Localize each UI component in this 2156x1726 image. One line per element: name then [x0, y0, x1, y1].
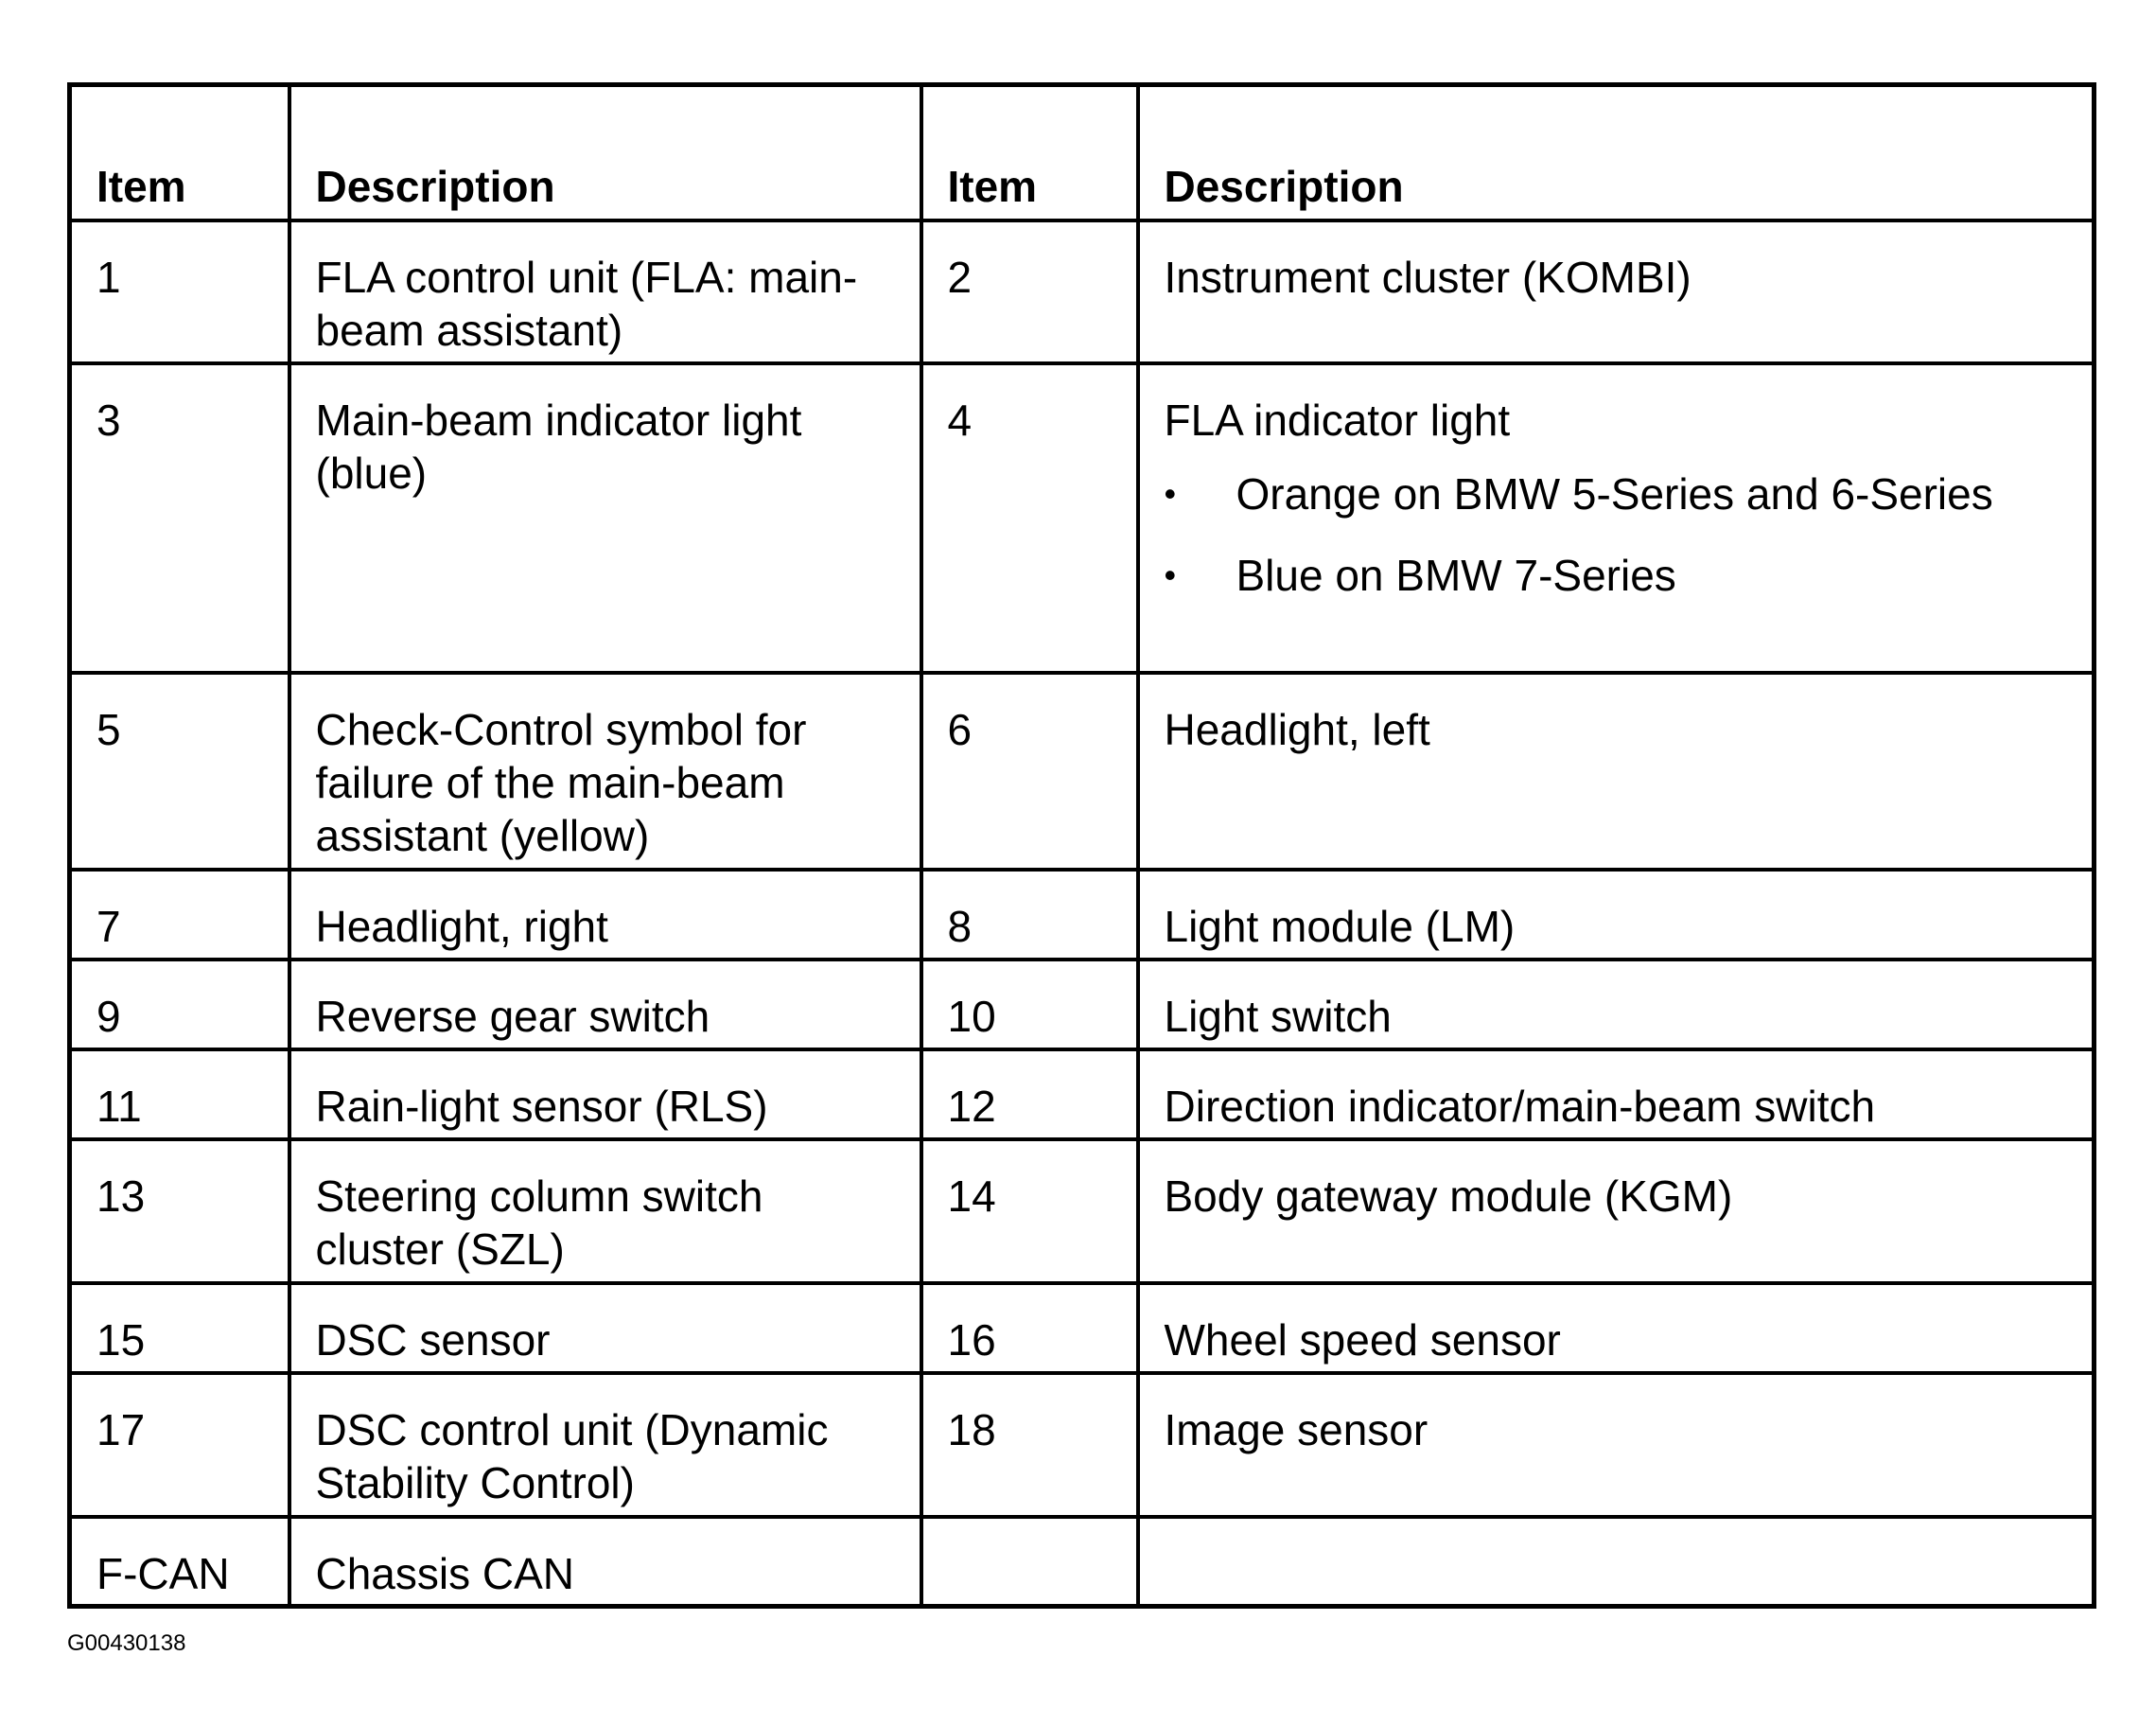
item-description: Light module (LM) [1138, 870, 2095, 960]
item-description: FLA indicator light [1164, 395, 1511, 445]
item-number: 6 [921, 673, 1138, 870]
item-description: Instrument cluster (KOMBI) [1138, 220, 2095, 363]
item-number: 17 [70, 1373, 289, 1517]
header-row [70, 85, 2095, 220]
item-description: DSC control unit (Dynamic Stability Control) [289, 1373, 921, 1517]
item-number: 5 [70, 673, 289, 870]
item-number: 14 [921, 1139, 1138, 1283]
item-description: Main-beam indicator light (blue) [289, 363, 921, 673]
table-row [70, 220, 2095, 363]
item-number: 8 [921, 870, 1138, 960]
header-item-right: Item [921, 85, 1138, 220]
item-description: FLA control unit (FLA: main-beam assistant) [289, 220, 921, 363]
figure-code: G00430138 [67, 1630, 186, 1656]
item-number: 7 [70, 870, 289, 960]
item-description: Direction indicator/main-beam switch [1138, 1049, 2095, 1139]
table-row [70, 1283, 2095, 1373]
table-row [70, 1517, 2095, 1607]
item-description: Headlight, right [289, 870, 921, 960]
item-number: 3 [70, 363, 289, 673]
table-row [70, 673, 2095, 870]
item-description: Rain-light sensor (RLS) [289, 1049, 921, 1139]
item-description: Check-Control symbol for failure of the main-beam assistant (yellow) [289, 673, 921, 870]
item-number: F-CAN [70, 1517, 289, 1607]
item-number: 13 [70, 1139, 289, 1283]
item-number: 11 [70, 1049, 289, 1139]
item-description: Headlight, left [1138, 673, 2095, 870]
item-description: Wheel speed sensor [1138, 1283, 2095, 1373]
item-number: 4 [921, 363, 1138, 673]
item-number: 18 [921, 1373, 1138, 1517]
table-row [70, 1049, 2095, 1139]
header-description-right: Description [1138, 85, 2095, 220]
bullet-text: Blue on BMW 7-Series [1236, 550, 1676, 600]
item-description: Reverse gear switch [289, 960, 921, 1049]
header-item-left: Item [70, 85, 289, 220]
item-description: Body gateway module (KGM) [1138, 1139, 2095, 1283]
item-number: 2 [921, 220, 1138, 363]
bullet-icon: • [1164, 473, 1177, 513]
item-number: 15 [70, 1283, 289, 1373]
item-description: DSC sensor [289, 1283, 921, 1373]
table-row [70, 1373, 2095, 1517]
bullet-icon: • [1164, 555, 1177, 594]
table-row [70, 1139, 2095, 1283]
legend-table [67, 82, 2096, 1609]
item-number: 12 [921, 1049, 1138, 1139]
table-row [70, 363, 2095, 673]
item-number: 1 [70, 220, 289, 363]
table-row [70, 960, 2095, 1049]
item-description-with-bullets [1138, 363, 2095, 673]
item-description [1138, 1517, 2095, 1607]
item-number: 16 [921, 1283, 1138, 1373]
bullet-list [1165, 467, 2072, 602]
item-description: Steering column switch cluster (SZL) [289, 1139, 921, 1283]
item-number: 10 [921, 960, 1138, 1049]
table-row [70, 870, 2095, 960]
bullet-item [1165, 549, 2072, 602]
bullet-text: Orange on BMW 5-Series and 6-Series [1236, 468, 1993, 519]
header-description-left: Description [289, 85, 921, 220]
item-number [921, 1517, 1138, 1607]
item-number: 9 [70, 960, 289, 1049]
bullet-item [1165, 467, 2072, 520]
item-description: Chassis CAN [289, 1517, 921, 1607]
item-description: Image sensor [1138, 1373, 2095, 1517]
item-description: Light switch [1138, 960, 2095, 1049]
